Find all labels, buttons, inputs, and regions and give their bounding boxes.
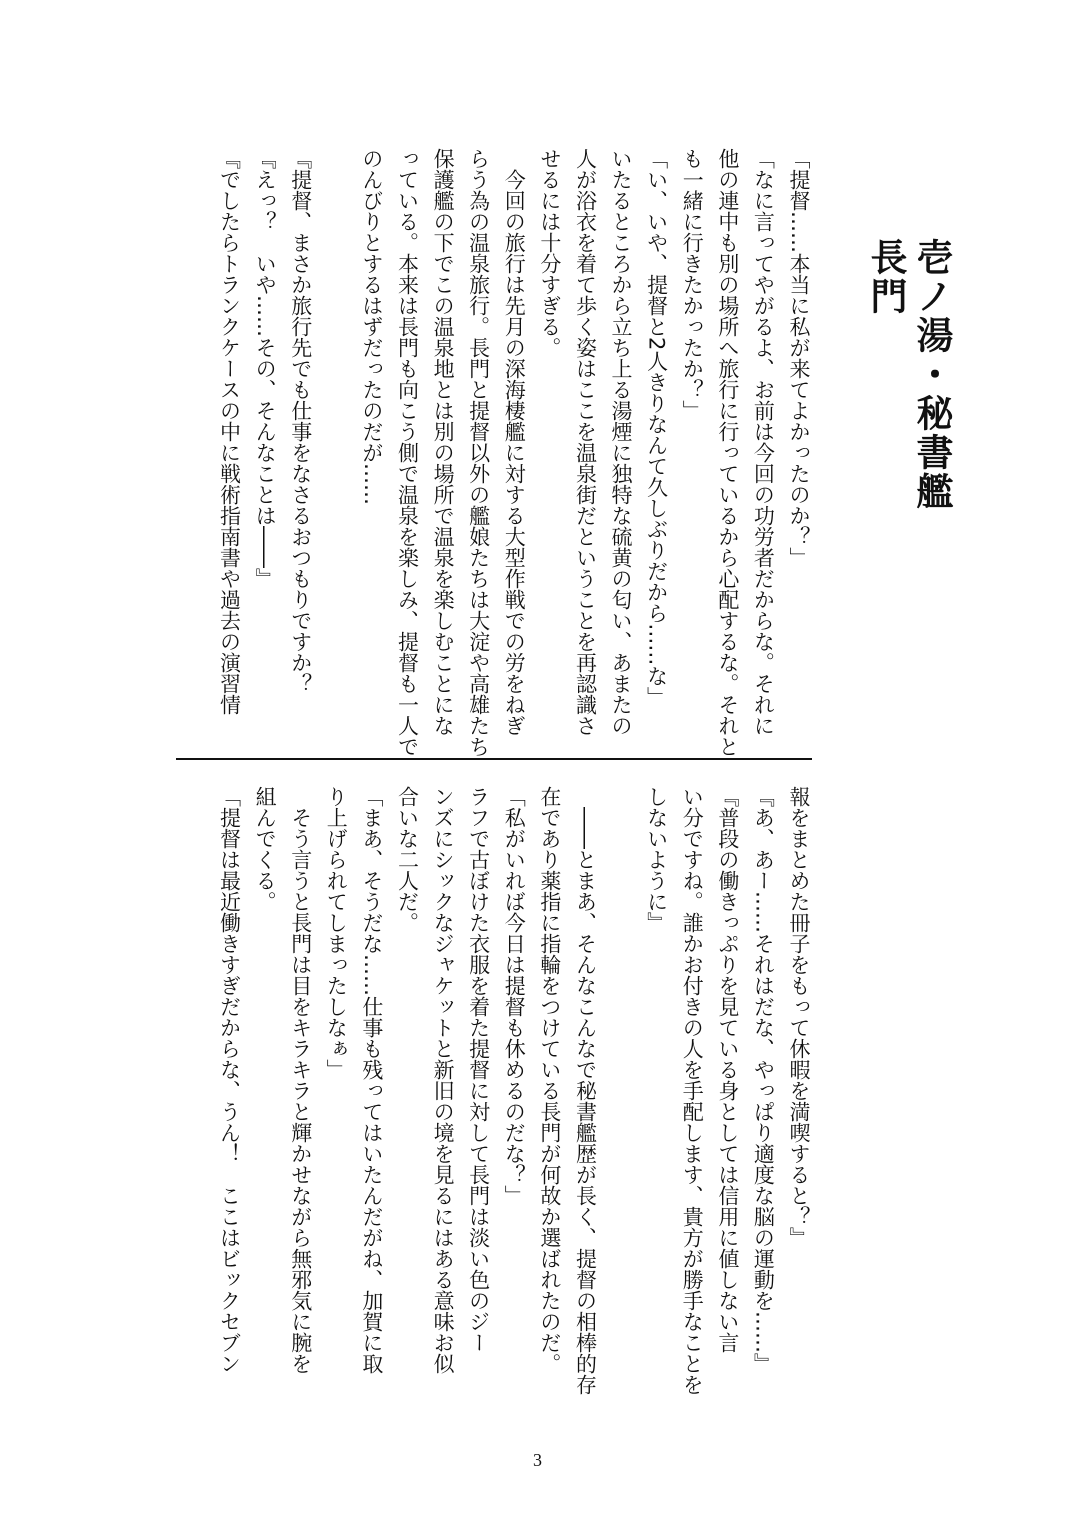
text-line: 『えっ？ いや……その、そんなことは――』 — [253, 148, 278, 589]
text-line: 合いな二人だ。 — [395, 786, 420, 933]
upper-text-block — [180, 148, 816, 757]
text-line: 報をまとめた冊子をもって休暇を満喫すると？』 — [787, 786, 811, 1248]
text-line: 人が浴衣を着て歩く姿はここを温泉街だということを再認識さ — [573, 148, 598, 736]
text-line: 「提督は最近働きすぎだからな、うん！ ここはビックセブン — [217, 786, 242, 1374]
chapter-title: 壱ノ湯・秘書艦長門 — [864, 238, 953, 511]
text-line: 「い、いや、提督と2人きりなんて久しぶりだから……な」 — [644, 148, 669, 708]
text-line: ――とまあ、そんなこんなで秘書艦歴が長く、提督の相棒的存 — [573, 786, 598, 1395]
text-line: い分ですね。誰かお付きの人を手配します、貴方が勝手なことを — [680, 786, 705, 1395]
page-number: 3 — [533, 1450, 542, 1470]
text-line: 「提督……本当に私が来てよかったのか？」 — [787, 148, 811, 568]
text-line: しないように』 — [644, 786, 669, 933]
section-divider — [176, 758, 812, 760]
text-line: り上げられてしまったしなぁ」 — [324, 786, 349, 1080]
text-line: らう為の温泉旅行。長門と提督以外の艦娘たちは大淀や高雄たち — [466, 148, 491, 757]
text-line: せるには十分すぎる。 — [537, 148, 562, 358]
text-line: ラフで古ぼけた衣服を着た提督に対して長門は淡い色のジー — [466, 786, 491, 1353]
blank-line — [602, 786, 638, 1416]
text-line: っている。本来は長門も向こう側で温泉を楽しみ、提督も一人で — [395, 148, 420, 757]
text-line: いたるところから立ち上る湯煙に独特な硫黄の匂い、あまたの — [609, 148, 634, 736]
text-line: 在であり薬指に指輪をつけている長門が何故か選ばれたのだ。 — [537, 786, 562, 1374]
text-line: のんびりとするはずだったのだが…… — [359, 148, 384, 505]
text-line: ンズにシックなジャケットと新旧の境を見るにはある意味お似 — [431, 786, 456, 1374]
text-line: 「私がいれば今日は提督も休めるのだな？」 — [502, 786, 527, 1206]
text-line: 保護艦の下でこの温泉地とは別の場所で温泉を楽しむことにな — [431, 148, 456, 736]
blank-line — [318, 148, 354, 754]
text-line: 今回の旅行は先月の深海棲艦に対する大型作戦での労をねぎ — [502, 148, 527, 736]
text-line: 「まあ、そうだな……仕事も残ってはいたんだがね、加賀に取 — [359, 786, 384, 1374]
text-line: 組んでくる。 — [253, 786, 278, 912]
text-line: 『普段の働きっぷりを見ている身としては信用に値しない言 — [715, 786, 740, 1353]
text-line: 他の連中も別の場所へ旅行に行っているから心配するな。それと — [715, 148, 740, 757]
text-line: 『あ、あー……それはだな、やっぱり適度な脳の運動を……』 — [751, 786, 776, 1374]
text-line: 『提督、まさか旅行先でも仕事をなさるおつもりですか？ — [288, 148, 313, 694]
text-line: 「なに言ってやがるよ、お前は今回の功労者だからな。それに — [751, 148, 776, 736]
text-line: も一緒に行きたかったか？」 — [680, 148, 705, 421]
lower-text-block — [180, 786, 816, 1416]
text-line: そう言うと長門は目をキラキラと輝かせながら無邪気に腕を — [288, 786, 313, 1374]
text-line: 『でしたらトランクケースの中に戦術指南書や過去の演習情 — [217, 148, 242, 715]
